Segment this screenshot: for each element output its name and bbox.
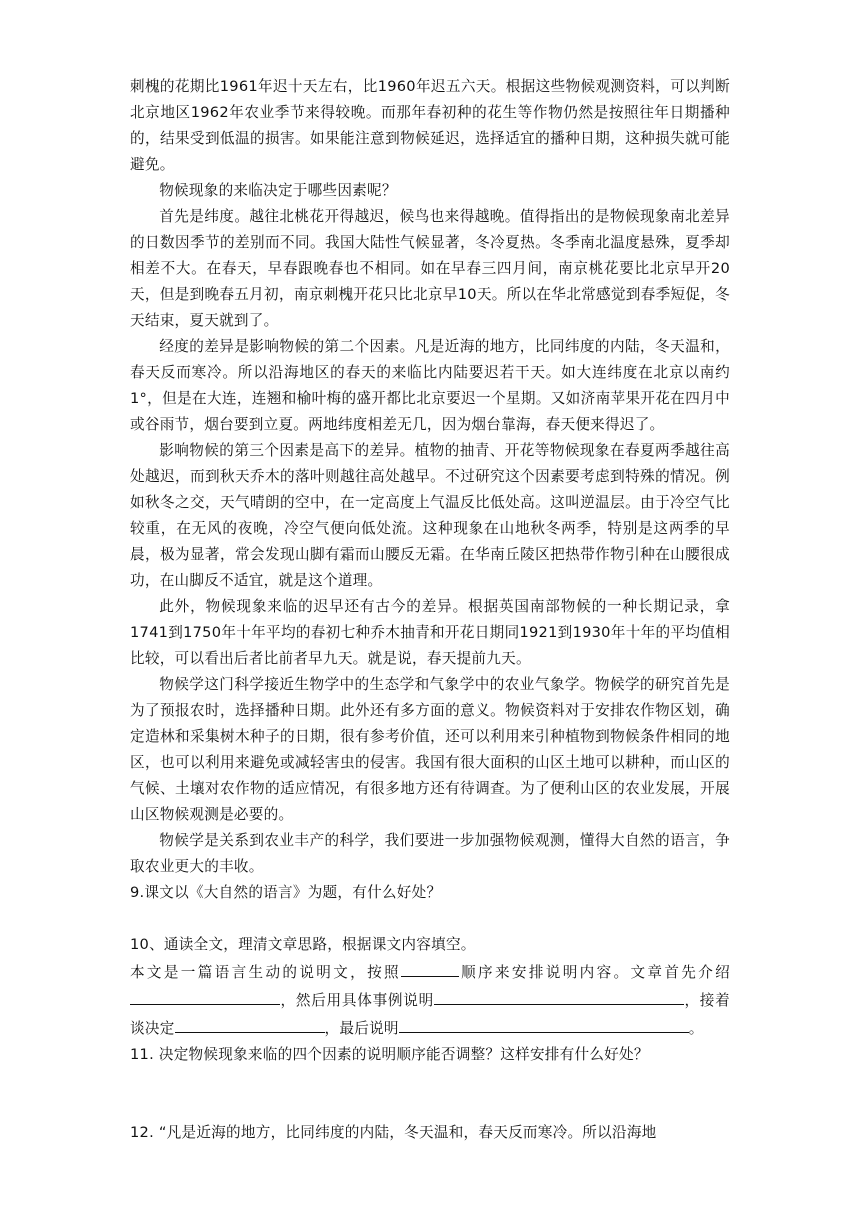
q10-text-3: ，然后用具体事例说明 <box>280 992 434 1009</box>
question-10-title: 10、通读全文，理清文章思路，根据课文内容填空。 <box>130 936 476 953</box>
fill-blank-order[interactable] <box>401 958 459 977</box>
q10-text-1: 本文是一篇语言生动的说明文，按照 <box>130 964 401 981</box>
answer-space-9[interactable] <box>130 906 730 932</box>
fill-blank-intro[interactable] <box>130 986 280 1005</box>
q10-text-6: 。 <box>688 1020 704 1037</box>
q10-text-4: ，接着谈决定 <box>130 992 730 1037</box>
paragraph-8: 物候学是关系到农业丰产的科学，我们要进一步加强物候观测，懂得大自然的语言，争取农业更大的丰收。 <box>130 832 730 875</box>
paragraph-2: 物候现象的来临决定于哪些因素呢？ <box>159 182 397 199</box>
question-9: 9.课文以《大自然的语言》为题，有什么好处？ <box>130 884 442 901</box>
question-11: 11. 决定物候现象来临的四个因素的说明顺序能否调整？这样安排有什么好处？ <box>130 1046 649 1063</box>
q10-text-2: 顺序来安排说明内容。文章首先介绍 <box>459 964 730 981</box>
paragraph-3: 首先是纬度。越往北桃花开得越迟，候鸟也来得越晚。值得指出的是物候现象南北差异的日数因季节的差别而不同。我国大陆性气候显著，冬冷夏热。冬季南北温度悬殊，夏季却相差不大。在春天，早春跟晚春也不相同。如在早春三四月间，南京桃花要比北京早开20天，但是到晚春五月初，南京刺槐开花只比北京早10天。所以在华北常感觉到春季短促，冬天结束，夏天就到了。 <box>130 208 730 329</box>
paragraph-1: 刺槐的花期比1961年迟十天左右，比1960年迟五六天。根据这些物候观测资料，可以判断北京地区1962年农业季节来得较晚。而那年春初种的花生等作物仍然是按照往年日期播种的，结果受到低温的损害。如果能注意到物候延迟，选择适宜的播种日期，这种损失就可能避免。 <box>130 78 730 173</box>
paragraph-5: 影响物候的第三个因素是高下的差异。植物的抽青、开花等物候现象在春夏两季越往高处越迟，而到秋天乔木的落叶则越往高处越早。不过研究这个因素要考虑到特殊的情况。例如秋冬之交，天气晴朗的空中，在一定高度上气温反比低处高。这叫逆温层。由于冷空气比较重，在无风的夜晚，冷空气便向低处流。这种现象在山地秋冬两季，特别是这两季的早晨，极为显著，常会发现山脚有霜而山腰反无霜。在华南丘陵区把热带作物引种在山腰很成功，在山脚反不适宜，就是这个道理。 <box>130 442 730 589</box>
fill-blank-examples[interactable] <box>434 986 684 1005</box>
fill-blank-factors[interactable] <box>175 1014 325 1033</box>
answer-space-11[interactable] <box>130 1068 730 1120</box>
q10-text-5: ，最后说明 <box>324 1020 399 1037</box>
fill-blank-conclusion[interactable] <box>399 1014 689 1033</box>
paragraph-4: 经度的差异是影响物候的第二个因素。凡是近海的地方，比同纬度的内陆，冬天温和，春天反而寒冷。所以沿海地区的春天的来临比内陆要迟若干天。如大连纬度在北京以南约1°，但是在大连，连翘和榆叶梅的盛开都比北京要迟一个星期。又如济南苹果开花在四月中或谷雨节，烟台要到立夏。两地纬度相差无几，因为烟台靠海，春天便来得迟了。 <box>130 338 730 433</box>
question-10-body <box>130 958 730 1042</box>
document-body <box>130 74 730 1146</box>
paragraph-6: 此外，物候现象来临的迟早还有古今的差异。根据英国南部物候的一种长期记录，拿1741到1750年十年平均的春初七种乔木抽青和开花日期同1921到1930年十年的平均值相比较，可以看出后者比前者早九天。就是说，春天提前九天。 <box>130 598 730 667</box>
paragraph-7: 物候学这门科学接近生物学中的生态学和气象学中的农业气象学。物候学的研究首先是为了预报农时，选择播种日期。此外还有多方面的意义。物候资料对于安排农作物区划，确定造林和采集树木种子的日期，很有参考价值，还可以利用来引种植物到物候条件相同的地区，也可以利用来避免或减轻害虫的侵害。我国有很大面积的山区土地可以耕种，而山区的气候、土壤对农作物的适应情况，有很多地方还有待调查。为了便利山区的农业发展，开展山区物候观测是必要的。 <box>130 676 730 823</box>
question-12: 12. “凡是近海的地方，比同纬度的内陆，冬天温和，春天反而寒冷。所以沿海地 <box>130 1124 657 1141</box>
